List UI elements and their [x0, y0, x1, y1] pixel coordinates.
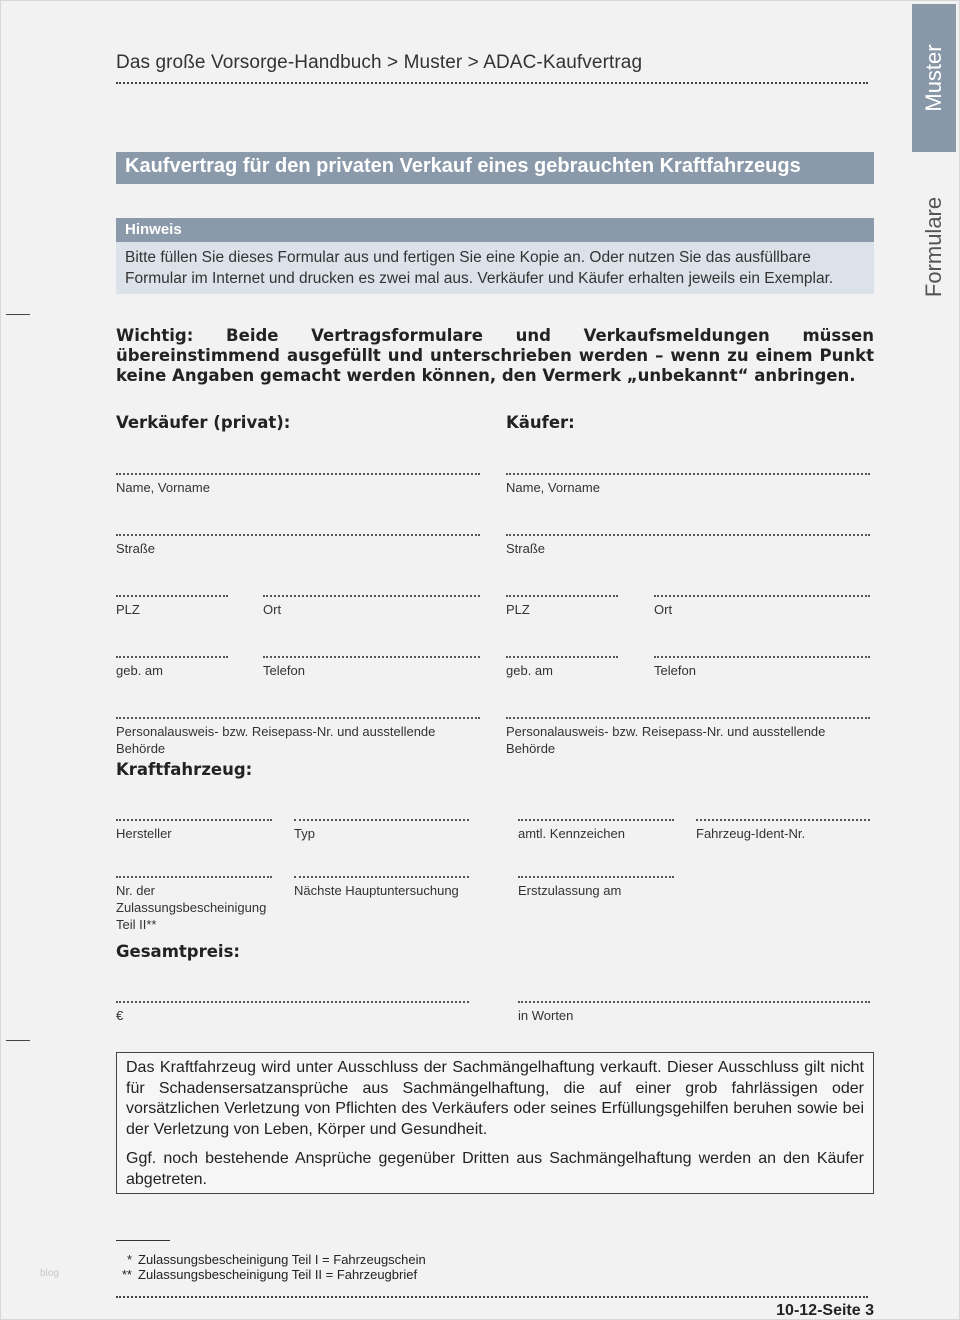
tab-muster-label: Muster [921, 44, 946, 112]
breadcrumb: Das große Vorsorge-Handbuch > Muster > ADAC-Kaufvertrag [116, 52, 643, 73]
vehicle-heading: Kraftfahrzeug: [116, 760, 253, 779]
page-title: Kaufvertrag für den privaten Verkauf eines gebrauchten Kraftfahrzeugs [125, 155, 801, 177]
price-currency-label: € [116, 1008, 124, 1023]
seller-phone-field[interactable] [263, 656, 480, 679]
title-bar [116, 152, 874, 184]
tab-formulare-label: Formulare [921, 196, 946, 298]
seller-street-field[interactable] [116, 534, 480, 557]
vehicle-reg-nr-label: Nr. der Zulassungsbescheinigung Teil II** [116, 883, 267, 932]
warranty-paragraph-2: Ggf. noch bestehende Ansprüche gegenüber Dritten aus Sachmängelhaftung werden an den Käufer abgetreten. [126, 1150, 864, 1188]
tab-muster[interactable] [912, 4, 956, 152]
seller-name-label: Name, Vorname [116, 480, 210, 495]
vehicle-vin-field[interactable] [696, 819, 870, 842]
warranty-paragraph-1: Das Kraftfahrzeug wird unter Ausschluss der Sachmängelhaftung verkauft. Dieser Ausschluss gilt nicht für Schadensersatzansprüche aus Sachmängelhaftung, die auf einer grob fahrlässigen oder vorsätzlichen Verletzung von Pflichten des Verkäufers oder seines Erfüllungsgehilfen beruhen sowie bei der Verletzung von Leben, Körper und Gesundheit. [126, 1059, 864, 1138]
footer-divider [116, 1296, 868, 1298]
footnote-2-mark: ** [121, 1267, 132, 1282]
seller-born-label: geb. am [116, 663, 163, 678]
seller-id-field[interactable] [116, 717, 480, 757]
footnote-1 [116, 1252, 426, 1267]
buyer-id-field[interactable] [506, 717, 870, 757]
header-divider [116, 82, 868, 84]
vehicle-plate-field[interactable] [518, 819, 674, 842]
buyer-street-field[interactable] [506, 534, 870, 557]
vehicle-vin-label: Fahrzeug-Ident-Nr. [696, 826, 806, 841]
footnote-1-mark: * [126, 1252, 132, 1267]
hint-header [116, 218, 874, 242]
fold-mark-bottom [6, 1040, 30, 1041]
hint-text: Bitte füllen Sie dieses Formular aus und fertigen Sie eine Kopie an. Oder nutzen Sie das ausfüllbare Formular im Internet und drucken es zwei mal aus. Verkäufer und Käufer erhalten jeweils ein Exemplar. [125, 249, 834, 287]
vehicle-maker-label: Hersteller [116, 826, 172, 841]
vehicle-reg-nr-field[interactable] [116, 876, 272, 933]
seller-city-label: Ort [263, 602, 282, 617]
buyer-phone-field[interactable] [654, 656, 870, 679]
buyer-city-label: Ort [654, 602, 673, 617]
price-words-field[interactable] [518, 1001, 870, 1024]
price-words-label: in Worten [518, 1008, 574, 1023]
buyer-name-label: Name, Vorname [506, 480, 600, 495]
seller-heading: Verkäufer (privat): [116, 413, 291, 432]
vehicle-inspection-field[interactable] [294, 876, 469, 899]
warranty-notice-box [116, 1052, 874, 1194]
buyer-born-field[interactable] [506, 656, 618, 679]
vehicle-first-reg-field[interactable] [518, 876, 674, 899]
seller-phone-label: Telefon [263, 663, 305, 678]
vehicle-maker-field[interactable] [116, 819, 272, 842]
vehicle-type-field[interactable] [294, 819, 469, 842]
vehicle-type-label: Typ [294, 826, 315, 841]
watermark: blog [40, 1268, 59, 1279]
seller-name-field[interactable] [116, 473, 480, 496]
fold-mark-top [6, 314, 30, 315]
hint-box [116, 242, 874, 294]
buyer-id-label: Personalausweis- bzw. Reisepass-Nr. und ausstellende Behörde [506, 724, 826, 756]
buyer-name-field[interactable] [506, 473, 870, 496]
buyer-heading: Käufer: [506, 413, 575, 432]
seller-id-label: Personalausweis- bzw. Reisepass-Nr. und ausstellende Behörde [116, 724, 436, 756]
footnote-rule [116, 1240, 170, 1241]
buyer-born-label: geb. am [506, 663, 553, 678]
vehicle-inspection-label: Nächste Hauptuntersuchung [294, 883, 459, 898]
buyer-zip-field[interactable] [506, 595, 618, 618]
footnote-1-text: Zulassungsbescheinigung Teil I = Fahrzeugschein [138, 1252, 426, 1267]
hint-heading: Hinweis [125, 221, 182, 238]
seller-zip-label: PLZ [116, 602, 140, 617]
buyer-city-field[interactable] [654, 595, 870, 618]
seller-city-field[interactable] [263, 595, 480, 618]
vehicle-first-reg-label: Erstzulassung am [518, 883, 622, 898]
seller-street-label: Straße [116, 541, 156, 556]
important-notice: Wichtig: Beide Vertragsformulare und Verkaufsmeldungen müssen übereinstimmend ausgefüllt und unterschrieben werden – wenn zu einem Punkt keine Angaben gemacht werden können, den Vermerk „unbekannt“ anbringen. [116, 326, 874, 385]
footnote-2 [116, 1267, 417, 1282]
page-number: 10-12-Seite 3 [776, 1302, 874, 1319]
price-amount-field[interactable] [116, 1001, 469, 1024]
tab-formulare[interactable] [912, 192, 956, 302]
buyer-phone-label: Telefon [654, 663, 696, 678]
vehicle-plate-label: amtl. Kennzeichen [518, 826, 625, 841]
footnote-2-text: Zulassungsbescheinigung Teil II = Fahrzeugbrief [138, 1267, 418, 1282]
buyer-street-label: Straße [506, 541, 546, 556]
price-heading: Gesamtpreis: [116, 942, 240, 961]
buyer-zip-label: PLZ [506, 602, 530, 617]
seller-zip-field[interactable] [116, 595, 228, 618]
seller-born-field[interactable] [116, 656, 228, 679]
